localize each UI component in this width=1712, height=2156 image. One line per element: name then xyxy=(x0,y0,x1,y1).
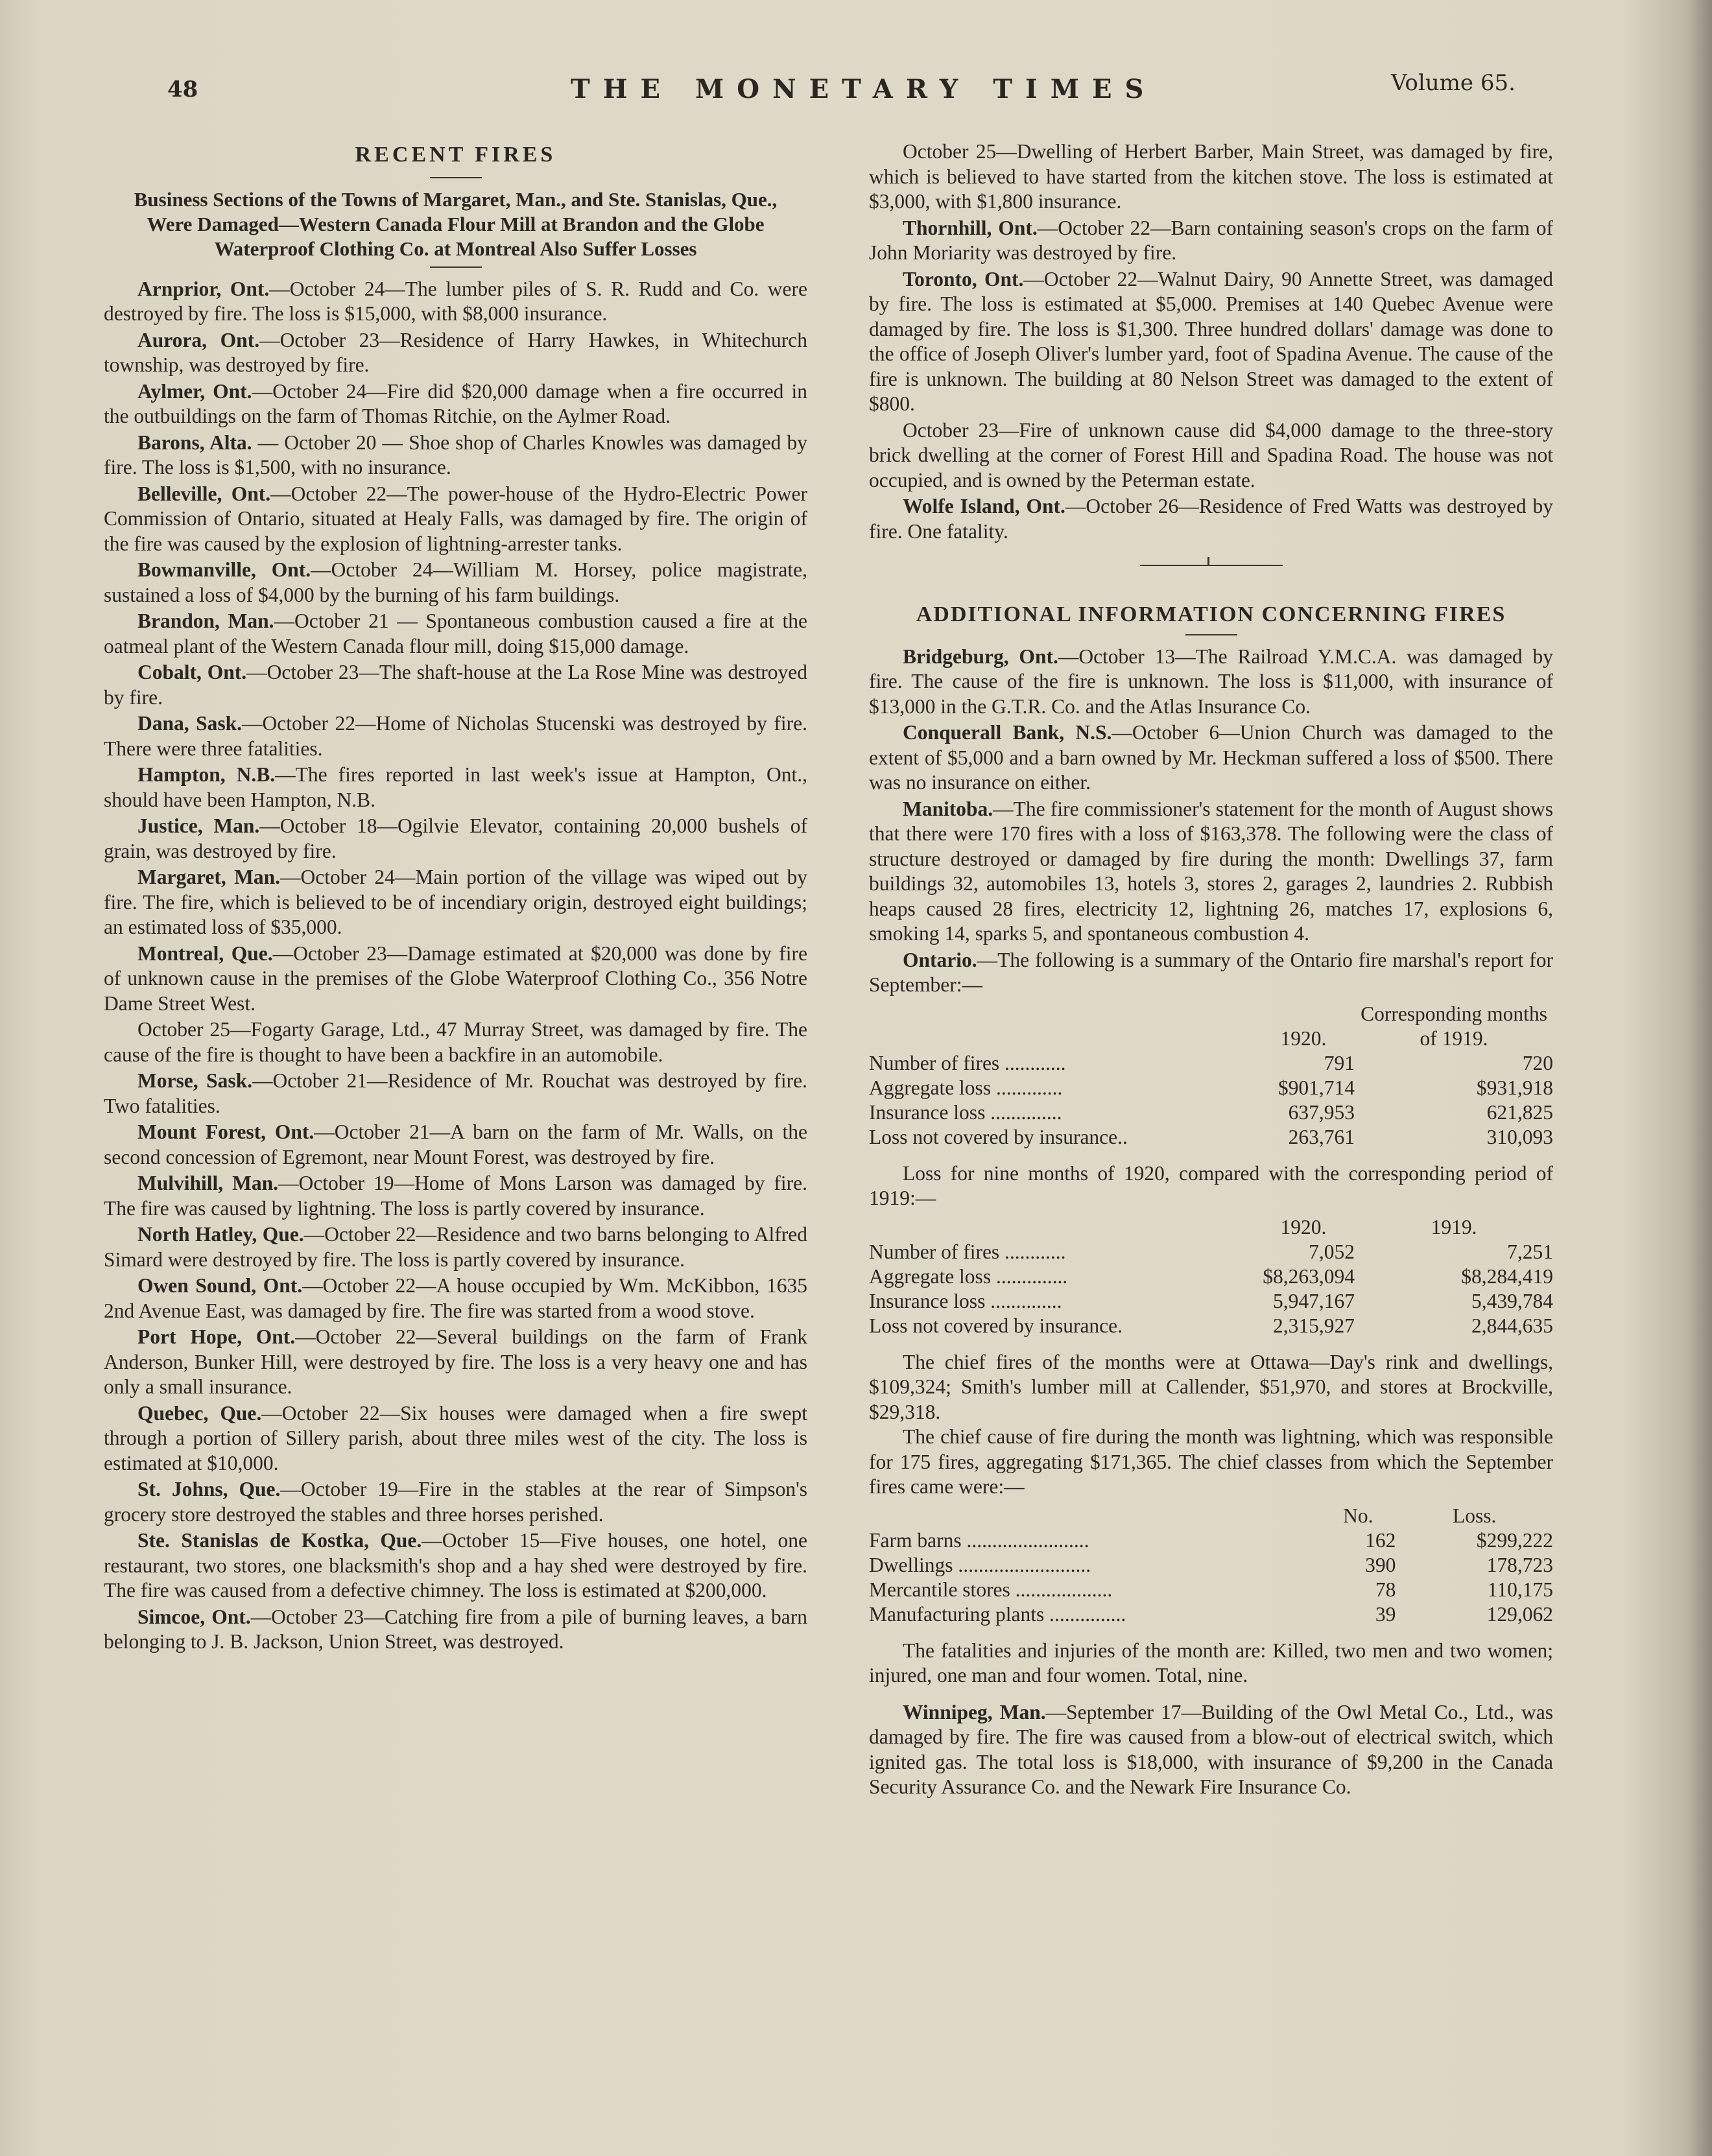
entry-place: Belleville, Ont. xyxy=(137,482,271,505)
fire-entry xyxy=(104,1605,807,1655)
entry-text: —October 19—Home of Mons Larson was damaged by fire. The fire was caused by lightning. The loss is partly covered by insurance. xyxy=(104,1172,808,1220)
fire-entry xyxy=(104,482,807,557)
entry-text: —October 24—The lumber piles of S. R. Rudd and Co. were destroyed by fire. The loss is $15,000, with $8,000 insurance. xyxy=(104,277,807,325)
continued-entry-list xyxy=(869,139,1553,544)
row-value-2: 129,062 xyxy=(1486,1602,1553,1626)
entry-place: Mount Forest, Ont. xyxy=(137,1120,315,1143)
entry-text: —October 22—Residence and two barns belonging to Alfred Simard were destroyed by fire. The loss is partly covered by insurance. xyxy=(104,1223,807,1271)
entry-place: Wolfe Island, Ont. xyxy=(903,495,1065,517)
table-row xyxy=(869,1240,1553,1264)
row-value-1: 78 xyxy=(1375,1578,1396,1601)
entry-text: —October 21 — Spontaneous combustion caused a fire at the oatmeal plant of the Western Canada flour mill, doing $15,000 damage. xyxy=(104,610,807,657)
additional-entry-list xyxy=(869,645,1553,998)
table-row xyxy=(869,1076,1553,1100)
entry-text: October 23—Fire of unknown cause did $4,000 damage to the three-story brick dwelling at the corner of Forest Hill and Spadina Road. The house was not occupied, and is owned by the Peterman estate. xyxy=(869,418,1553,492)
table-header-loss: Loss. xyxy=(1452,1504,1497,1527)
entry-text: —October 23—The shaft-house at the La Rose Mine was destroyed by fire. xyxy=(104,661,807,709)
table-row xyxy=(869,1578,1553,1602)
entry-text: —October 26—Residence of Fred Watts was destroyed by fire. One fatality. xyxy=(869,495,1553,543)
table-header-blank xyxy=(869,1002,1252,1051)
table-row xyxy=(869,1528,1553,1553)
row-label: Mercantile stores ................... xyxy=(869,1578,1113,1601)
page-number: 48 xyxy=(167,77,198,102)
table-row xyxy=(869,1100,1553,1125)
fire-entry xyxy=(104,660,807,710)
table-row xyxy=(869,1051,1553,1076)
row-label: Insurance loss .............. xyxy=(869,1100,1062,1124)
entry-text: —October 23—Residence of Harry Hawkes, in Whitechurch township, was destroyed by fire. xyxy=(104,328,808,376)
entry-place: Margaret, Man. xyxy=(137,866,280,888)
entry-text: —The fire commissioner's statement for the month of August shows that there were 170 fires with a loss of $163,378. The following were the class of structure destroyed or damaged by fire during the month: Dwellings 37, farm buildings 32, automobiles 13, hotels 3, stores 2, garages 2, laundries 2. Rubbish heaps caused 28 fires, electricity 12, lightning 26, matches 17, explosions 6, smoking 14, sparks 5, and spontaneous combustion 4. xyxy=(869,797,1553,945)
table-header-number: No. xyxy=(1343,1504,1373,1527)
table-row xyxy=(869,1314,1553,1338)
entry-text: —October 24—Fire did $20,000 damage when a fire occurred in the outbuildings on the farm of Thomas Ritchie, on the Aylmer Road. xyxy=(104,379,808,427)
table-row xyxy=(869,1264,1553,1289)
row-value-1: 39 xyxy=(1375,1602,1396,1626)
nine-months-intro: Loss for nine months of 1920, compared with the corresponding period of 1919:— xyxy=(869,1161,1553,1209)
entry-place: Owen Sound, Ont. xyxy=(137,1274,303,1297)
entry-place: Aurora, Ont. xyxy=(137,328,260,351)
entry-place: Thornhill, Ont. xyxy=(903,216,1038,239)
entry-place: Justice, Man. xyxy=(137,814,260,837)
fire-entry xyxy=(104,609,807,659)
entry-place: Cobalt, Ont. xyxy=(137,661,247,683)
entry-text: October 25—Fogarty Garage, Ltd., 47 Murray Street, was damaged by fire. The cause of the fire is thought to have been a backfire in an automobile. xyxy=(104,1018,807,1066)
chief-fires-paragraph: The chief fires of the months were at Ottawa—Day's rink and dwellings, $109,324; Smith's lumber mill at Callender, $51,970, and stores at Brockville, $29,318. xyxy=(869,1350,1553,1423)
entry-place: Winnipeg, Man. xyxy=(903,1700,1046,1724)
row-value-1: $8,263,094 xyxy=(1263,1264,1355,1288)
entry-place: Arnprior, Ont. xyxy=(137,277,270,300)
row-value-1: 5,947,167 xyxy=(1273,1289,1355,1312)
fire-entry xyxy=(104,763,807,812)
row-value-2: 5,439,784 xyxy=(1471,1289,1553,1312)
entry-text: —October 23—Catching fire from a pile of burning leaves, a barn belonging to J. B. Jackson, Union Street, was destroyed. xyxy=(104,1605,807,1653)
volume-label: Volume 65. xyxy=(1391,70,1516,96)
additional-rule xyxy=(1185,634,1237,635)
entry-place: Dana, Sask. xyxy=(137,712,243,735)
entry-text: —October 22—Several buildings on the farm of Frank Anderson, Bunker Hill, were destroyed by fire. The loss is a very heavy one and has only a small insurance. xyxy=(104,1325,807,1398)
fire-entry xyxy=(104,431,807,480)
entry-place: North Hatley, Que. xyxy=(137,1223,304,1246)
entry-text: —October 22—Walnut Dairy, 90 Annette Street, was damaged by fire. The loss is estimated at $5,000. Premises at 140 Quebec Avenue were damaged by fire. The loss is $1,300. Three hundred dollars' damage was done to the office of Joseph Oliver's lumber yard, foot of Spadina Avenue. The cause of the fire is unknown. The building at 80 Nelson Street was damaged to the extent of $800. xyxy=(869,267,1553,415)
left-entry-list xyxy=(104,277,807,1655)
row-label: Aggregate loss .............. xyxy=(869,1264,1068,1288)
entry-text: —The fires reported in last week's issue at Hampton, Ont., should have been Hampton, N.B. xyxy=(104,763,807,811)
entry-text: —October 22—Six houses were damaged when a fire swept through a portion of Sillery parish, about three miles west of the city. The loss is estimated at $10,000. xyxy=(104,1401,807,1475)
section-separator xyxy=(1140,565,1283,566)
table-row xyxy=(869,1289,1553,1314)
entry-text: —September 17—Building of the Owl Metal Co., Ltd., was damaged by fire. The fire was caused from a blow-out of electrical switch, which ignited gas. The total loss is $18,000, with insurance of $9,200 in the Canada Security Assurance Co. and the Newark Fire Insurance Co. xyxy=(869,1700,1553,1798)
september-summary-table xyxy=(869,1002,1553,1150)
row-value-1: 390 xyxy=(1365,1553,1396,1576)
table-header-1920: 1920. xyxy=(1280,1215,1327,1238)
fire-entry xyxy=(104,1017,807,1067)
entry-place: Mulvihill, Man. xyxy=(137,1172,279,1194)
fire-entry xyxy=(869,139,1553,215)
fire-entry xyxy=(104,814,807,864)
fire-entry xyxy=(104,942,807,1017)
row-label: Manufacturing plants ............... xyxy=(869,1602,1126,1626)
fire-entry xyxy=(869,267,1553,417)
fire-entry xyxy=(104,558,807,608)
entry-place: Brandon, Man. xyxy=(137,610,274,632)
fire-entry xyxy=(104,865,807,940)
fire-entry xyxy=(104,1120,807,1170)
row-value-1: 791 xyxy=(1324,1051,1355,1074)
entry-place: Morse, Sask. xyxy=(137,1069,253,1092)
nine-months-table xyxy=(869,1215,1553,1338)
entry-place: Bowmanville, Ont. xyxy=(137,558,311,581)
row-value-1: $901,714 xyxy=(1278,1076,1355,1099)
row-value-1: 7,052 xyxy=(1309,1240,1355,1263)
entry-text: —October 24—William M. Horsey, police magistrate, sustained a loss of $4,000 by the burning of his farm buildings. xyxy=(104,558,807,606)
entry-place: Ontario. xyxy=(903,948,977,971)
row-label: Number of fires ............ xyxy=(869,1240,1066,1263)
row-label: Number of fires ............ xyxy=(869,1051,1066,1074)
entry-place: Barons, Alta. xyxy=(137,431,252,454)
entry-text: —The following is a summary of the Ontario fire marshal's report for September:— xyxy=(869,948,1553,996)
fatalities-paragraph: The fatalities and injuries of the month are: Killed, two men and two women; injured, one man and four women. Total, nine. xyxy=(869,1639,1553,1687)
entry-place: St. Johns, Que. xyxy=(137,1478,281,1500)
section-title-additional: ADDITIONAL INFORMATION CONCERNING FIRES xyxy=(916,602,1506,626)
fire-entry xyxy=(104,1528,807,1604)
row-value-2: 310,093 xyxy=(1486,1125,1553,1148)
table-header-1919: Corresponding months of 1919. xyxy=(1361,1002,1547,1050)
entry-place: Hampton, N.B. xyxy=(137,763,276,786)
fire-entry xyxy=(104,1273,807,1323)
entry-place: Toronto, Ont. xyxy=(903,267,1024,290)
fire-entry xyxy=(104,1477,807,1527)
table-row xyxy=(869,1125,1553,1150)
entry-text: —October 22—Barn containing season's crops on the farm of John Moriarity was destroyed by fire. xyxy=(869,216,1553,264)
table-header-1919: 1919. xyxy=(1431,1215,1477,1238)
fire-entry xyxy=(104,277,807,327)
fire-entry xyxy=(869,418,1553,493)
row-value-2: $299,222 xyxy=(1476,1528,1553,1552)
fire-entry xyxy=(104,1222,807,1272)
section-title-recent-fires: RECENT FIRES xyxy=(355,143,556,167)
row-label: Loss not covered by insurance. xyxy=(869,1314,1123,1337)
entry-text: —October 21—Residence of Mr. Rouchat was destroyed by fire. Two fatalities. xyxy=(104,1069,807,1117)
entry-text: —October 23—Damage estimated at $20,000 was done by fire of unknown cause in the premises of the Globe Waterproof Clothing Co., 356 Notre Dame Street West. xyxy=(104,942,807,1015)
left-column xyxy=(104,136,807,1656)
title-rule xyxy=(430,177,482,178)
publication-title: THE MONETARY TIMES xyxy=(571,74,1157,104)
table-row xyxy=(869,1602,1553,1627)
entry-place: Bridgeburg, Ont. xyxy=(903,645,1058,668)
fire-entry xyxy=(869,216,1553,266)
chief-cause-paragraph: The chief cause of fire during the month was lightning, which was responsible for 175 fires, aggregating $171,365. The chief classes from which the September fires came were:— xyxy=(869,1425,1553,1498)
subheading-rule xyxy=(430,267,482,268)
row-label: Aggregate loss ............. xyxy=(869,1076,1063,1099)
row-label: Dwellings .......................... xyxy=(869,1553,1091,1576)
fire-entry xyxy=(104,379,807,429)
entry-place: Ste. Stanislas de Kostka, Que. xyxy=(137,1529,422,1552)
row-value-1: 637,953 xyxy=(1288,1100,1355,1124)
fire-entry xyxy=(869,948,1553,998)
row-label: Farm barns ........................ xyxy=(869,1528,1089,1552)
fire-entry xyxy=(869,494,1553,544)
entry-text: —October 22—The power-house of the Hydro-Electric Power Commission of Ontario, situated at Healy Falls, was damaged by fire. The origin of the fire was caused by the explosion of lightning-arrester tanks. xyxy=(104,482,807,555)
row-value-2: 110,175 xyxy=(1487,1578,1553,1601)
table-header-1920: 1920. xyxy=(1280,1026,1327,1050)
row-value-2: $931,918 xyxy=(1476,1076,1553,1099)
fire-entry xyxy=(869,645,1553,720)
fire-entry xyxy=(104,328,807,378)
entry-text: —October 13—The Railroad Y.M.C.A. was damaged by fire. The cause of the fire is unknown. The loss is $11,000, with insurance of $13,000 in the G.T.R. Co. and the Atlas Insurance Co. xyxy=(869,645,1553,718)
row-value-2: $8,284,419 xyxy=(1461,1264,1553,1288)
table-row xyxy=(869,1553,1553,1578)
section-subheading: Business Sections of the Towns of Margaret, Man., and Ste. Stanislas, Que., Were Damaged—Western Canada Flour Mill at Brandon and the Globe Waterproof Clothing Co. at Montreal Also Suffer Losses xyxy=(134,187,778,260)
fire-entry xyxy=(104,1069,807,1119)
fire-entry xyxy=(104,711,807,761)
entry-text: —October 6—Union Church was damaged to the extent of $5,000 and a barn owned by Mr. Heckman suffered a loss of $500. There was no insurance on either. xyxy=(869,721,1553,794)
row-value-1: 162 xyxy=(1365,1528,1396,1552)
fire-entry xyxy=(869,720,1553,796)
row-value-1: 263,761 xyxy=(1288,1125,1355,1148)
entry-text: —October 19—Fire in the stables at the rear of Simpson's grocery store destroyed the stables and three horses perished. xyxy=(104,1478,807,1526)
fire-entry xyxy=(104,1325,807,1400)
row-value-2: 2,844,635 xyxy=(1471,1314,1553,1337)
entry-place: Aylmer, Ont. xyxy=(137,379,252,403)
entry-text: —October 18—Ogilvie Elevator, containing 20,000 bushels of grain, was destroyed by fire. xyxy=(104,814,807,862)
entry-text: — October 20 — Shoe shop of Charles Knowles was damaged by fire. The loss is $1,500, with no insurance. xyxy=(104,431,807,479)
fire-entry xyxy=(869,797,1553,947)
entry-text: —October 22—Home of Nicholas Stucenski was destroyed by fire. There were three fatalities. xyxy=(104,712,807,760)
entry-text: —October 21—A barn on the farm of Mr. Walls, on the second concession of Egremont, near Mount Forest, was destroyed by fire. xyxy=(104,1120,808,1168)
row-value-1: 2,315,927 xyxy=(1273,1314,1355,1337)
row-label: Loss not covered by insurance.. xyxy=(869,1125,1128,1148)
entry-place: Simcoe, Ont. xyxy=(137,1605,251,1628)
entry-winnipeg xyxy=(869,1700,1553,1800)
running-head xyxy=(0,70,1712,109)
entry-text: —October 22—A house occupied by Wm. McKibbon, 1635 2nd Avenue East, was damaged by fire. The fire was started from a wood stove. xyxy=(104,1274,807,1322)
entry-place: Port Hope, Ont. xyxy=(137,1325,296,1348)
fire-entry xyxy=(104,1171,807,1221)
entry-text: —October 15—Five houses, one hotel, one restaurant, two stores, one blacksmith's shop and a hay shed were destroyed by fire. The fire was caused from a defective chimney. The loss is estimated at $200,000. xyxy=(104,1529,807,1602)
row-value-2: 178,723 xyxy=(1486,1553,1553,1576)
right-column xyxy=(869,139,1553,1801)
entry-place: Quebec, Que. xyxy=(137,1401,262,1425)
entry-text: —October 24—Main portion of the village was wiped out by fire. The fire, which is believed to be of incendiary origin, destroyed eight buildings; an estimated loss of $35,000. xyxy=(104,866,807,938)
row-value-2: 7,251 xyxy=(1507,1240,1553,1263)
entry-text: October 25—Dwelling of Herbert Barber, Main Street, was damaged by fire, which is believed to have started from the kitchen stove. The loss is estimated at $3,000, with $1,800 insurance. xyxy=(869,140,1553,213)
row-value-2: 621,825 xyxy=(1486,1100,1553,1124)
entry-place: Conquerall Bank, N.S. xyxy=(903,721,1112,744)
row-value-2: 720 xyxy=(1522,1051,1553,1074)
fire-entry xyxy=(104,1401,807,1476)
row-label: Insurance loss .............. xyxy=(869,1289,1062,1312)
entry-place: Manitoba. xyxy=(903,797,993,820)
fire-class-table xyxy=(869,1504,1553,1627)
entry-place: Montreal, Que. xyxy=(137,942,273,965)
